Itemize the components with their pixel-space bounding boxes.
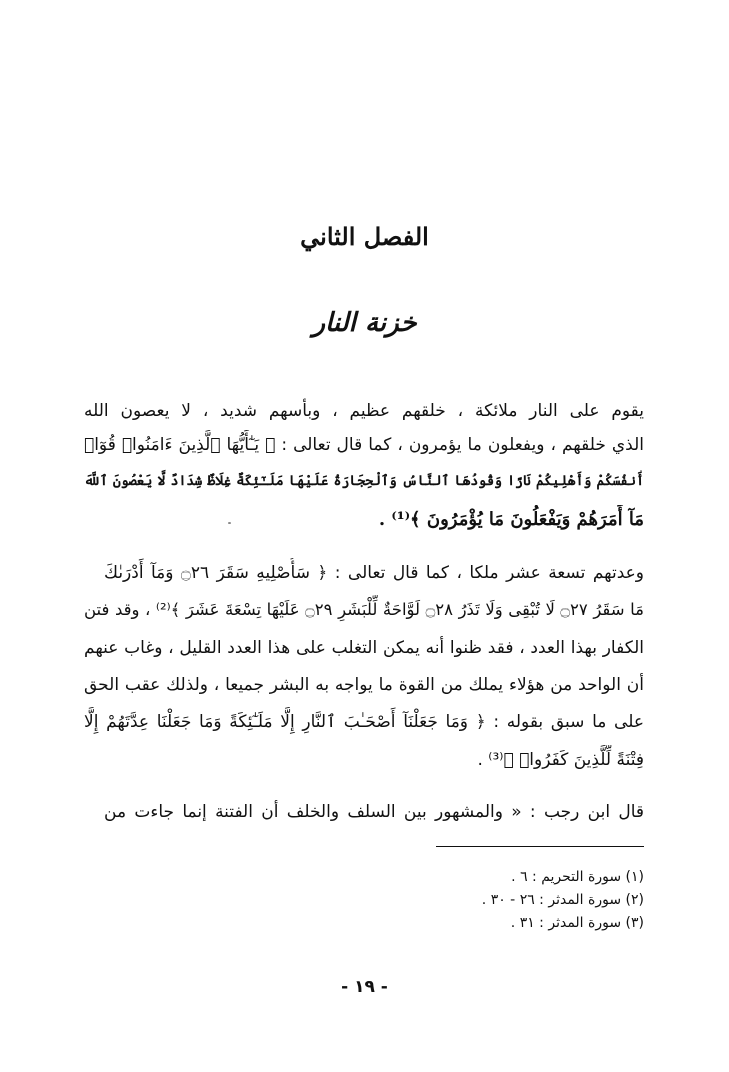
paragraph-1-line-4: مَآ أَمَرَهُمْ وَيَفْعَلُونَ مَا يُؤْمَرُونَ ﴾⁽¹⁾ . — [378, 509, 644, 530]
paragraph-1-line-3: أَنفُسَكُمْ وَأَهْلِيكُمْ نَارًا وَقُودُهَا ٱلنَّاسُ وَٱلْحِجَارَةُ عَلَيْهَا مَلَـٰٓئِكَةٌ غِلَاظٌ شِدَادٌ لَّا يَعْصُونَ ٱللَّهَ — [84, 473, 644, 489]
scan-speck — [640, 470, 642, 472]
chapter-heading: الفصل الثاني — [300, 222, 429, 251]
paragraph-2-line-5: على ما سبق بقوله : ﴿ وَمَا جَعَلْنَآ أَصْحَـٰبَ ٱلنَّارِ إِلَّا مَلَـٰٓئِكَةً وَمَا جَعَلْنَا عِدَّتَهُمْ إِلَّا — [84, 712, 644, 732]
paragraph-2-line-3: الكفار بهذا العدد ، فقد ظنوا أنه يمكن التغلب على هذا العدد القليل ، وغاب عنهم — [84, 638, 644, 658]
paragraph-2-line-4: أن الواحد من هؤلاء يملك من القوة ما يواجه به البشر جميعا ، ولذلك عقب الحق — [84, 675, 644, 695]
scan-speck — [228, 522, 231, 524]
footnote-2: (٢) سورة المدثر : ٢٦ - ٣٠ . — [481, 892, 644, 908]
footnote-3: (٣) سورة المدثر : ٣١ . — [510, 915, 644, 931]
paragraph-1-line-2: الذي خلقهم ، ويفعلون ما يؤمرون ، كما قال تعالى : ﴿ يَـٰٓأَيُّهَا ٱلَّذِينَ ءَامَنُوا۟ قُوٓا۟ — [84, 435, 644, 455]
paragraph-2-line-2: مَا سَقَرُ ۝٢٧ لَا تُبْقِى وَلَا تَذَرُ ۝٢٨ لَوَّاحَةٌ لِّلْبَشَرِ ۝٢٩ عَلَيْهَا تِسْعَةَ عَشَرَ ﴾⁽²⁾ ، وقد فتن — [84, 600, 644, 619]
paragraph-2-line-1: وعدتهم تسعة عشر ملكا ، كما قال تعالى : ﴿ سَأُصْلِيهِ سَقَرَ ۝٢٦ وَمَآ أَدْرَىٰكَ — [104, 563, 644, 583]
section-title: خزنة النار — [312, 308, 417, 338]
footnote-1: (١) سورة التحريم : ٦ . — [511, 869, 644, 885]
paragraph-2-line-6: فِتْنَةً لِّلَّذِينَ كَفَرُوا۟ ﴾⁽³⁾ . — [477, 750, 644, 770]
paragraph-3-line-1: قال ابن رجب : « والمشهور بين السلف والخلف أن الفتنة إنما جاءت من — [104, 802, 644, 822]
page-number: - ١٩ - — [341, 977, 388, 997]
paragraph-1-line-1: يقوم على النار ملائكة ، خلقهم عظيم ، وبأسهم شديد ، لا يعصون الله — [84, 401, 644, 421]
footnote-divider — [436, 846, 644, 847]
